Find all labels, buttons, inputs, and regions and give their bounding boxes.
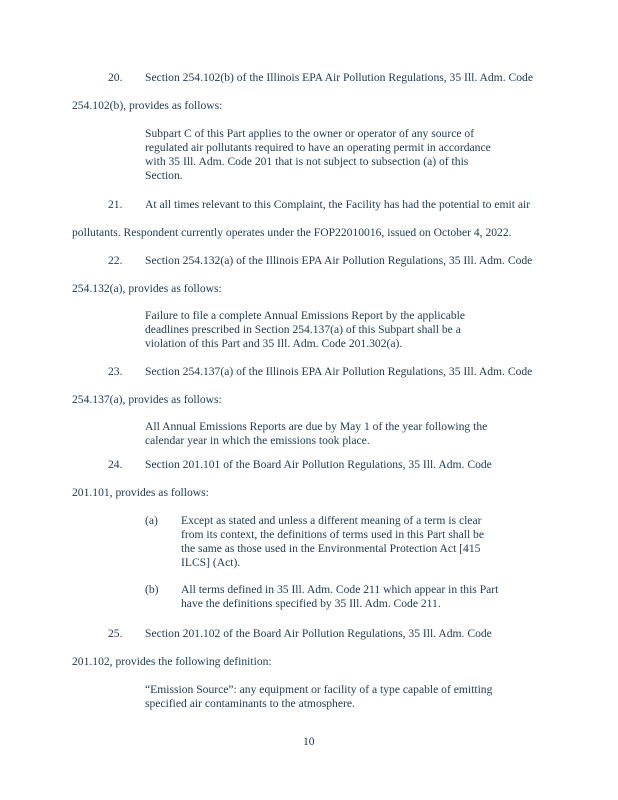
quote-line: Section. <box>145 169 183 182</box>
quote-line: the same as those used in the Environmental Protection Act [415 <box>181 542 481 555</box>
quote-line: Except as stated and unless a different meaning of a term is clear <box>181 514 482 527</box>
quote-line: All terms defined in 35 Ill. Adm. Code 211 which appear in this Part <box>181 583 499 596</box>
paragraph-text: Section 201.101 of the Board Air Pollution Regulations, 35 Ill. Adm. Code <box>145 458 492 471</box>
quote-line: regulated air pollutants required to have an operating permit in accordance <box>145 141 491 154</box>
block-quote <box>145 309 465 351</box>
paragraph-number: 21. <box>108 198 123 211</box>
quote-line: ILCS] (Act). <box>181 556 241 569</box>
list-item-label: (b) <box>145 583 159 596</box>
quote-line: calendar year in which the emissions took place. <box>145 434 370 447</box>
paragraph-text: 254.137(a), provides as follows: <box>72 393 222 406</box>
paragraph-text: 201.102, provides the following definition: <box>72 655 272 668</box>
paragraph-text: 201.101, provides as follows: <box>72 486 209 499</box>
list-item <box>181 514 484 570</box>
paragraph-number: 20. <box>108 71 123 84</box>
quote-line: Subpart C of this Part applies to the owner or operator of any source of <box>145 127 475 140</box>
list-item-label: (a) <box>145 514 158 527</box>
paragraph-number: 25. <box>108 627 123 640</box>
quote-line: from its context, the definitions of terms used in this Part shall be <box>181 528 484 541</box>
quote-line: specified air contaminants to the atmosphere. <box>145 697 355 710</box>
quote-line: have the definitions specified by 35 Ill. Adm. Code 211. <box>181 597 441 610</box>
list-item <box>181 583 498 611</box>
block-quote <box>145 420 487 448</box>
paragraph-text: Section 201.102 of the Board Air Pollution Regulations, 35 Ill. Adm. Code <box>145 627 492 640</box>
paragraph-text: Section 254.102(b) of the Illinois EPA Air Pollution Regulations, 35 Ill. Adm. Code <box>145 71 533 84</box>
quote-line: deadlines prescribed in Section 254.137(a) of this Subpart shall be a <box>145 323 461 336</box>
paragraph-text: 254.102(b), provides as follows: <box>72 99 223 112</box>
paragraph-text: Section 254.132(a) of the Illinois EPA Air Pollution Regulations, 35 Ill. Adm. Code <box>145 254 533 267</box>
paragraph-text: Section 254.137(a) of the Illinois EPA Air Pollution Regulations, 35 Ill. Adm. Code <box>145 365 533 378</box>
quote-line: Failure to file a complete Annual Emissions Report by the applicable <box>145 309 466 322</box>
quote-line: All Annual Emissions Reports are due by May 1 of the year following the <box>145 420 488 433</box>
block-quote <box>145 683 492 711</box>
paragraph-text: At all times relevant to this Complaint, the Facility has had the potential to emit air <box>145 198 531 211</box>
quote-line: with 35 Ill. Adm. Code 201 that is not subject to subsection (a) of this <box>145 155 469 168</box>
paragraph-number: 23. <box>108 365 123 378</box>
quote-line: “Emission Source”: any equipment or facility of a type capable of emitting <box>145 683 493 696</box>
page-number: 10 <box>303 735 315 748</box>
block-quote <box>145 127 491 183</box>
paragraph-number: 24. <box>108 458 123 471</box>
paragraph-text: pollutants. Respondent currently operates under the FOP22010016, issued on October 4, 2022. <box>72 226 512 239</box>
quote-line: violation of this Part and 35 Ill. Adm. Code 201.302(a). <box>145 337 403 350</box>
paragraph-text: 254.132(a), provides as follows: <box>72 282 222 295</box>
paragraph-number: 22. <box>108 254 123 267</box>
